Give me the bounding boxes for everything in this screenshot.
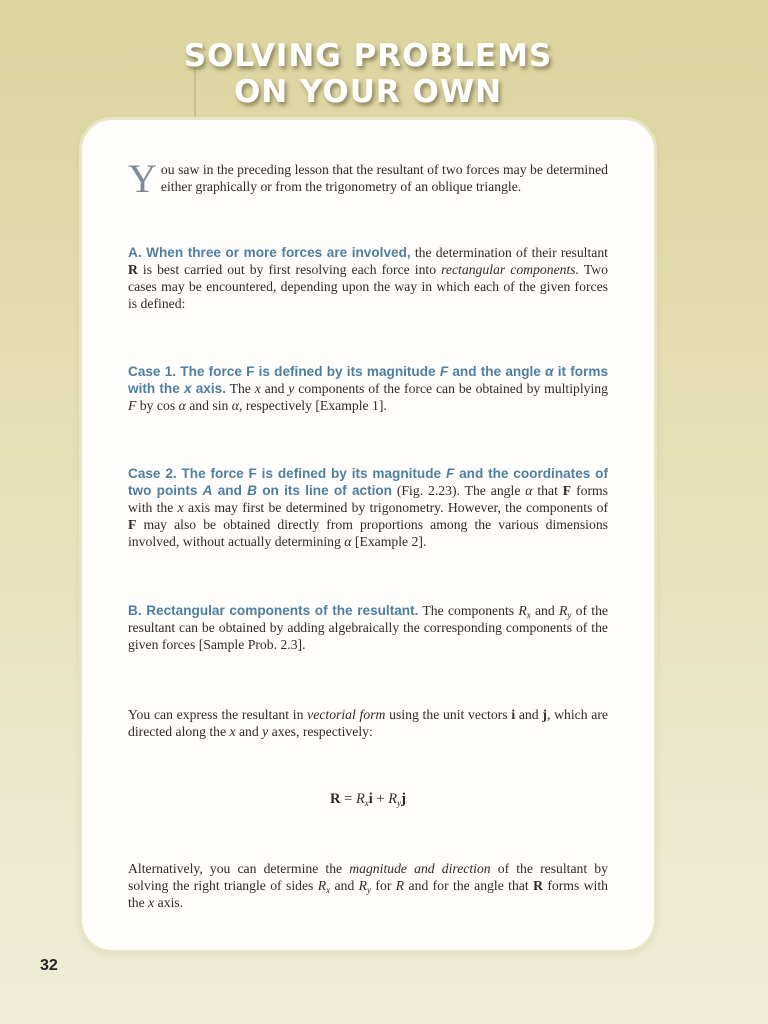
- case-1-paragraph: Case 1. The force F is defined by its magnitude F and the angle α it forms with the x axis. The x and y components of the force can be obtained by multiplying F by cos α and sin α, respectively [Example 1].: [128, 364, 608, 413]
- emphasis-term: magnitude and direction: [349, 861, 491, 876]
- resultant-equation: $R = R_xi + R_yj$: [330, 791, 406, 808]
- case-1-heading: Case 1. The force F is defined by its magnitude F and the angle α it forms with the x axis.: [128, 364, 608, 396]
- page-banner: [150, 38, 586, 110]
- section-a-heading: A. When three or more forces are involved,: [128, 245, 411, 260]
- drop-cap: Y: [128, 156, 157, 201]
- vector-r: R: [128, 262, 138, 277]
- emphasis-term: rectangular components.: [441, 262, 580, 277]
- banner-line-2: ON YOUR OWN: [233, 74, 503, 110]
- vector-form-paragraph: You can express the resultant in vectorial form using the unit vectors i and j, which are directed along the x and y axes, respectively:: [128, 707, 608, 739]
- page-number: 32: [40, 957, 58, 974]
- section-a-text: Two cases may be encountered, depending upon the way in which each of the given forces is defined:: [128, 262, 608, 311]
- section-b-paragraph: B. Rectangular components of the resultant. The components $R_x$ and $R_y$ of the resultant can be obtained by adding algebraically the corresponding components of the given forces [Sample Prob. 2.3].: [128, 603, 608, 652]
- alternative-paragraph: Alternatively, you can determine the magnitude and direction of the resultant by solving the right triangle of sides $R_x$ and $R_y$ for R and for the angle that R forms with the x axis.: [128, 861, 608, 910]
- section-a-text: is best carried out by first resolving each force into: [137, 262, 442, 277]
- section-a-text: the determination of their resultant: [410, 245, 608, 260]
- case-2-heading: Case 2. The force F is defined by its magnitude F and the coordinates of two points A and B on its line of action: [128, 466, 608, 498]
- emphasis-term: vectorial form: [307, 707, 386, 722]
- banner-line-1: SOLVING PROBLEMS: [183, 38, 553, 74]
- section-a-paragraph: [128, 244, 608, 312]
- intro-paragraph: [128, 156, 608, 201]
- case-2-paragraph: Case 2. The force F is defined by its magnitude F and the coordinates of two points A and B on its line of action (Fig. 2.23). The angle α that F forms with the x axis may first be determined by trigonometry. However, the components of F may also be obtained directly from proportions among the various dimensions involved, without actually determining α [Example 2].: [128, 466, 609, 549]
- intro-text: ou saw in the preceding lesson that the resultant of two forces may be determined either graphically or from the trigonometry of an oblique triangle.: [160, 162, 608, 194]
- section-b-heading: B. Rectangular components of the resultant.: [128, 603, 419, 618]
